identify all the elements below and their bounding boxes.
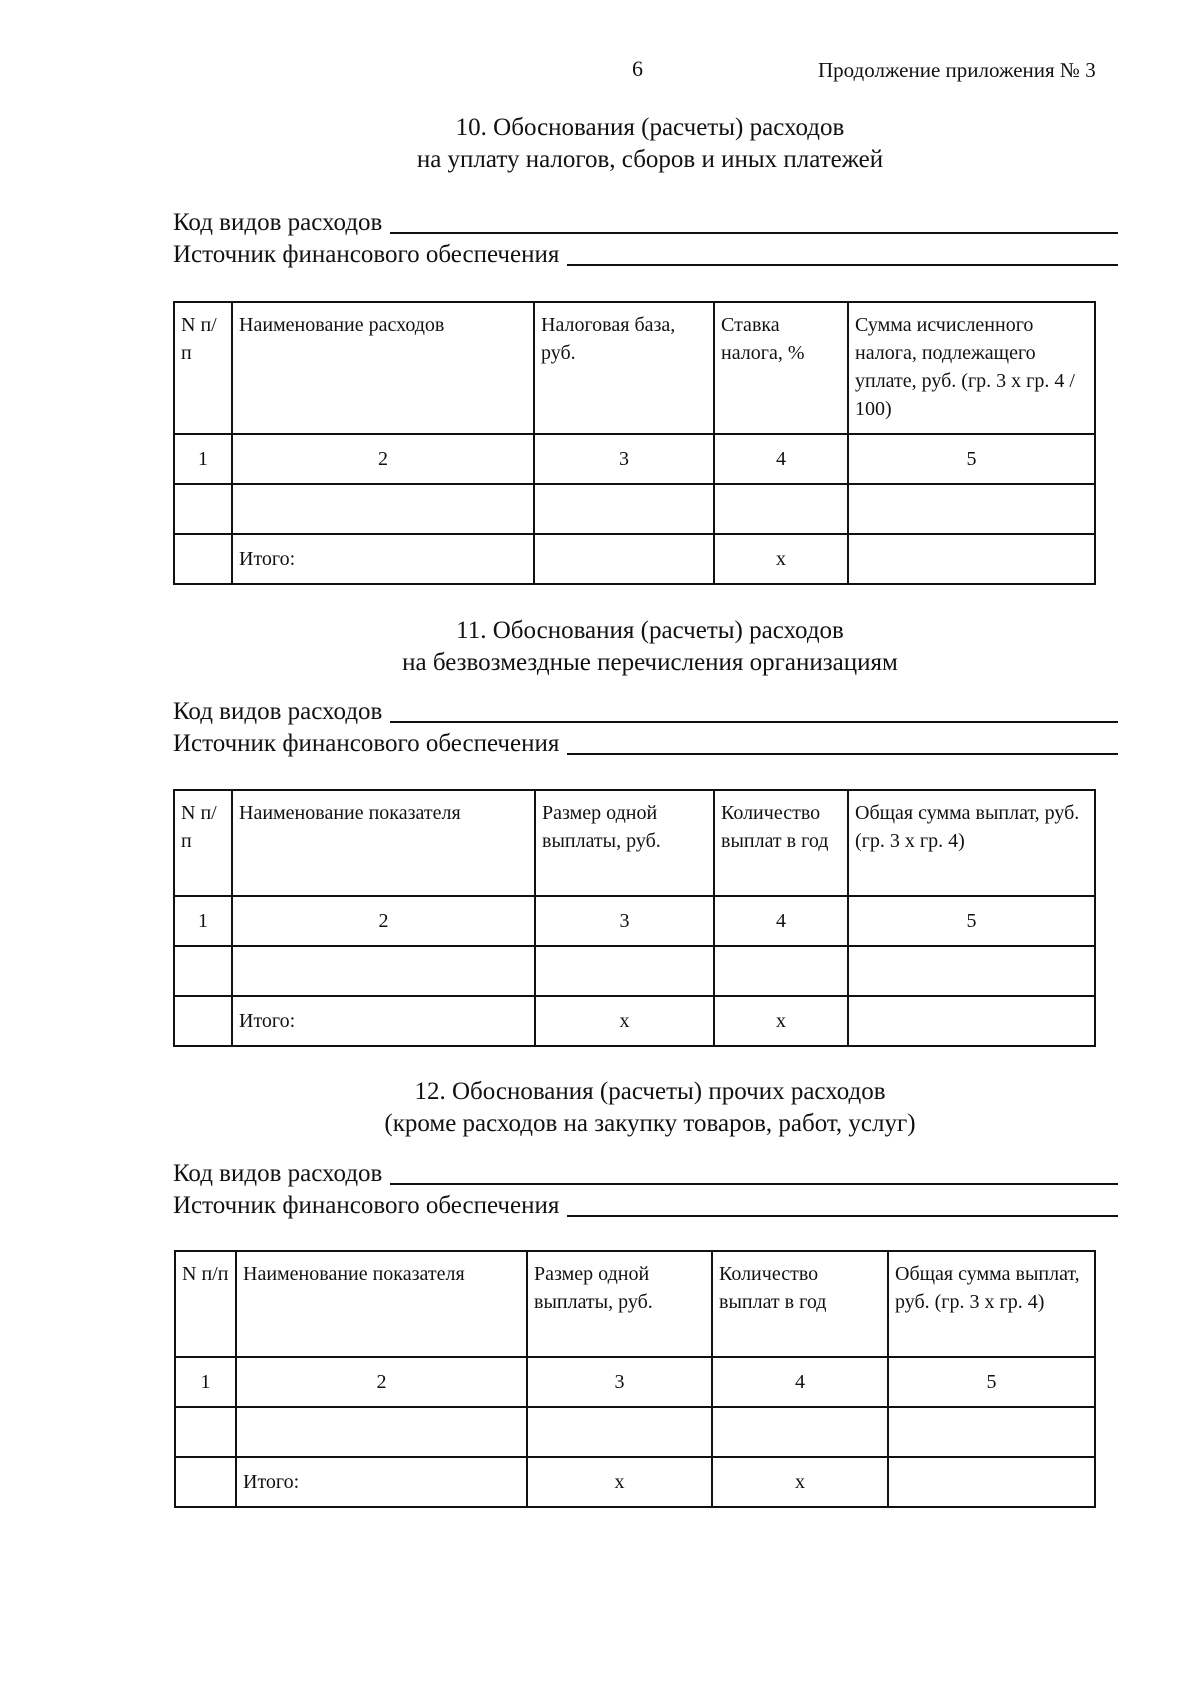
total-row (174, 996, 1095, 1046)
empty-cell[interactable] (848, 484, 1095, 534)
table-header-row (174, 790, 1095, 896)
column-number-row (174, 434, 1095, 484)
empty-cell[interactable] (527, 1407, 712, 1457)
section-12-expense-code-field[interactable] (173, 1159, 1118, 1189)
column-header: Наименование показателя (232, 790, 535, 896)
table-row (174, 484, 1095, 534)
expense-code-blank[interactable] (390, 1183, 1118, 1185)
table-row (174, 946, 1095, 996)
section-10-title-line1: 10. Обоснования (расчеты) расходов (455, 114, 845, 141)
total-col3: х (527, 1457, 712, 1507)
appendix-note: Продолжение приложения № 3 (818, 58, 1096, 82)
total-sum-cell[interactable] (848, 534, 1095, 584)
section-12-table (174, 1250, 1096, 1508)
column-header: Размер одной выплаты, руб. (535, 790, 714, 896)
section-10-title (0, 112, 1200, 176)
column-header: Количество выплат в год (712, 1251, 888, 1357)
empty-cell[interactable] (232, 946, 535, 996)
funding-source-blank[interactable] (567, 1215, 1118, 1217)
section-11-table (173, 789, 1096, 1047)
column-header: N п/п (174, 302, 232, 434)
empty-cell (174, 534, 232, 584)
column-header: N п/п (174, 790, 232, 896)
section-11-funding-source-field[interactable] (173, 729, 1118, 759)
column-number: 3 (535, 896, 714, 946)
column-number: 5 (848, 896, 1095, 946)
page-number: 6 (632, 56, 643, 81)
total-col4: х (714, 534, 848, 584)
empty-cell[interactable] (534, 484, 714, 534)
section-10-expense-code-field[interactable] (173, 208, 1118, 238)
total-col3: х (535, 996, 714, 1046)
column-header: Количество выплат в год (714, 790, 848, 896)
total-col3[interactable] (534, 534, 714, 584)
table-row (175, 1407, 1095, 1457)
section-10-table (173, 301, 1096, 585)
column-number: 4 (714, 434, 848, 484)
column-number-row (175, 1357, 1095, 1407)
funding-source-blank[interactable] (567, 264, 1118, 266)
empty-cell[interactable] (848, 946, 1095, 996)
section-10-title-line2: на уплату налогов, сборов и иных платежей (416, 146, 884, 173)
expense-code-blank[interactable] (390, 721, 1118, 723)
column-number: 5 (888, 1357, 1095, 1407)
empty-cell[interactable] (236, 1407, 527, 1457)
section-12-title-line2: (кроме расходов на закупку товаров, работ, услуг) (384, 1110, 916, 1137)
column-number: 4 (712, 1357, 888, 1407)
empty-cell[interactable] (175, 1407, 236, 1457)
section-12-funding-source-field[interactable] (173, 1191, 1118, 1221)
column-number: 2 (232, 896, 535, 946)
funding-source-label: Источник финансового обеспечения (173, 241, 560, 268)
total-label: Итого: (232, 534, 534, 584)
column-header: Наименование показателя (236, 1251, 527, 1357)
table-header-row (174, 302, 1095, 434)
expense-code-label: Код видов расходов (173, 1160, 383, 1187)
column-header: Общая сумма выплат, руб. (гр. 3 х гр. 4) (888, 1251, 1095, 1357)
column-header: Наименование расходов (232, 302, 534, 434)
section-11-title-line1: 11. Обоснования (расчеты) расходов (456, 617, 844, 644)
section-11-expense-code-field[interactable] (173, 697, 1118, 727)
section-12-title (0, 1076, 1200, 1140)
section-11-title-line2: на безвозмездные перечисления организациям (402, 649, 898, 676)
empty-cell[interactable] (535, 946, 714, 996)
section-11-title (0, 615, 1200, 679)
total-label: Итого: (232, 996, 535, 1046)
expense-code-blank[interactable] (390, 232, 1118, 234)
total-row (174, 534, 1095, 584)
column-header: Сумма исчисленного налога, подлежащего уплате, руб. (гр. 3 х гр. 4 / 100) (848, 302, 1095, 434)
table-header-row (175, 1251, 1095, 1357)
column-header: Общая сумма выплат, руб. (гр. 3 х гр. 4) (848, 790, 1095, 896)
column-number: 4 (714, 896, 848, 946)
empty-cell (175, 1457, 236, 1507)
expense-code-label: Код видов расходов (173, 698, 383, 725)
total-row (175, 1457, 1095, 1507)
empty-cell[interactable] (714, 484, 848, 534)
empty-cell[interactable] (232, 484, 534, 534)
column-number: 1 (174, 434, 232, 484)
column-header: N п/п (175, 1251, 236, 1357)
column-header: Налоговая база, руб. (534, 302, 714, 434)
total-col4: х (712, 1457, 888, 1507)
column-header: Ставка налога, % (714, 302, 848, 434)
funding-source-label: Источник финансового обеспечения (173, 1192, 560, 1219)
column-number: 1 (175, 1357, 236, 1407)
funding-source-blank[interactable] (567, 753, 1118, 755)
empty-cell[interactable] (174, 946, 232, 996)
total-sum-cell[interactable] (848, 996, 1095, 1046)
total-sum-cell[interactable] (888, 1457, 1095, 1507)
column-number: 1 (174, 896, 232, 946)
column-number: 2 (232, 434, 534, 484)
empty-cell (174, 996, 232, 1046)
column-number-row (174, 896, 1095, 946)
column-header: Размер одной выплаты, руб. (527, 1251, 712, 1357)
empty-cell[interactable] (714, 946, 848, 996)
section-12-title-line1: 12. Обоснования (расчеты) прочих расходов (414, 1078, 886, 1105)
total-label: Итого: (236, 1457, 527, 1507)
expense-code-label: Код видов расходов (173, 209, 383, 236)
column-number: 5 (848, 434, 1095, 484)
section-10-funding-source-field[interactable] (173, 240, 1118, 270)
empty-cell[interactable] (174, 484, 232, 534)
column-number: 2 (236, 1357, 527, 1407)
funding-source-label: Источник финансового обеспечения (173, 730, 560, 757)
column-number: 3 (534, 434, 714, 484)
empty-cell[interactable] (888, 1407, 1095, 1457)
empty-cell[interactable] (712, 1407, 888, 1457)
column-number: 3 (527, 1357, 712, 1407)
total-col4: х (714, 996, 848, 1046)
